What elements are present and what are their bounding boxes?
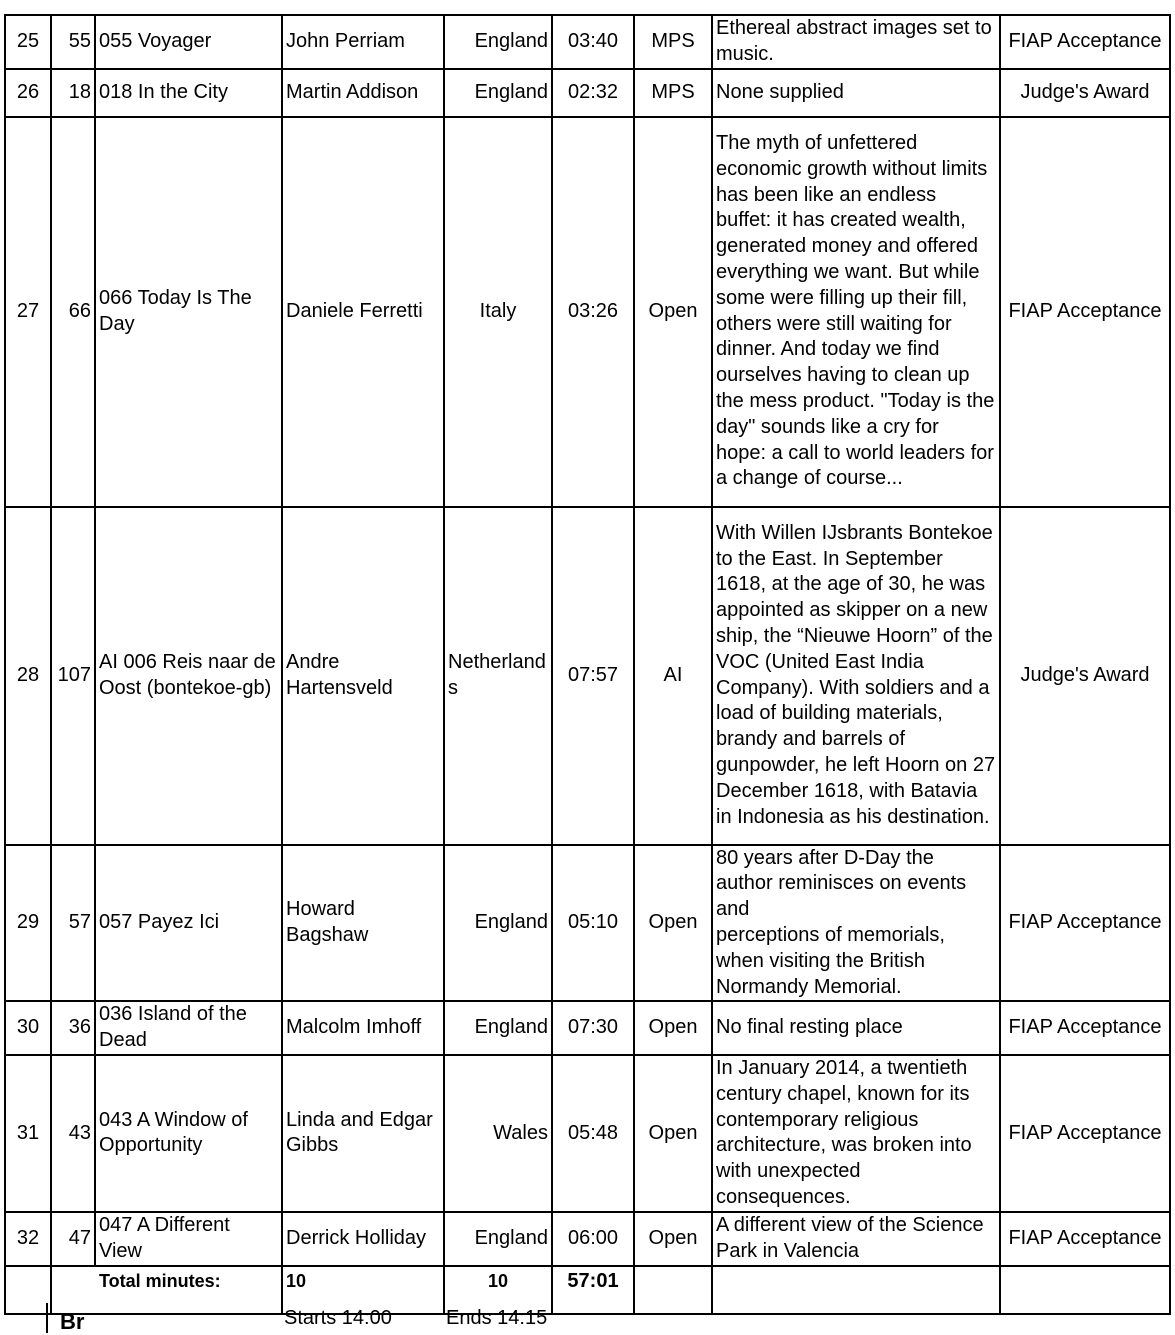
totals-blank-cell (5, 1266, 51, 1314)
entry-award: Judge's Award (1000, 507, 1170, 845)
entry-description: A different view of the Science Park in Valencia (712, 1212, 1000, 1266)
entry-description: Ethereal abstract images set to music. (712, 15, 1000, 69)
entry-award: FIAP Acceptance (1000, 1001, 1170, 1055)
total-authors-count: 10 (282, 1266, 444, 1314)
entry-section: Open (634, 1055, 712, 1212)
entry-section: MPS (634, 15, 712, 69)
entry-country: England (444, 1001, 552, 1055)
entry-description: The myth of unfettered economic growth without limits has been like an endless buffet: it has created wealth, generated money and offered everything we want. But while some were filling up their fill, others were still waiting for dinner. And today we find ourselves having to clean up the mess product. "Today is the day" sounds like a cry for hope: a call to world leaders for a change of course... (712, 117, 1000, 507)
total-countries-count: 10 (444, 1266, 552, 1314)
entry-time: 05:48 (552, 1055, 634, 1212)
table-row (5, 1055, 1170, 1212)
table-row (5, 1212, 1170, 1266)
entry-number: 32 (5, 1212, 51, 1266)
entry-author: Linda and Edgar Gibbs (282, 1055, 444, 1212)
entry-time: 03:26 (552, 117, 634, 507)
entry-time: 07:57 (552, 507, 634, 845)
entry-author: Martin Addison (282, 69, 444, 117)
entry-time: 05:10 (552, 845, 634, 1002)
sequence-number: 107 (51, 507, 95, 845)
entry-author: Daniele Ferretti (282, 117, 444, 507)
schedule-table (4, 14, 1171, 1315)
entry-number: 31 (5, 1055, 51, 1212)
entry-description: In January 2014, a twentieth century chapel, known for its contemporary religious architecture, was broken into with unexpected consequences. (712, 1055, 1000, 1212)
entry-section: Open (634, 1212, 712, 1266)
total-minutes-label: Total minutes: (51, 1266, 282, 1314)
entry-title: 055 Voyager (95, 15, 282, 69)
entry-number: 25 (5, 15, 51, 69)
entry-country: England (444, 69, 552, 117)
entry-author: Malcolm Imhoff (282, 1001, 444, 1055)
entry-description: With Willen IJsbrants Bontekoe to the East. In September 1618, at the age of 30, he was appointed as skipper on a new ship, the “Nieuwe Hoorn” of the VOC (United East India Company). With soldiers and a load of building materials, brandy and barrels of gunpowder, he left Hoorn on 27 December 1618, with Batavia in Indonesia as his destination. (712, 507, 1000, 845)
entry-title: AI 006 Reis naar de Oost (bontekoe-gb) (95, 507, 282, 845)
sequence-number: 43 (51, 1055, 95, 1212)
sequence-number: 57 (51, 845, 95, 1002)
break-start-time: Starts 14:00 (284, 1307, 392, 1329)
entry-description: No final resting place (712, 1001, 1000, 1055)
entry-section: AI (634, 507, 712, 845)
entry-country: Netherland s (444, 507, 552, 845)
entry-author: John Perriam (282, 15, 444, 69)
sequence-number: 55 (51, 15, 95, 69)
table-row (5, 117, 1170, 507)
sequence-number: 18 (51, 69, 95, 117)
entry-time: 07:30 (552, 1001, 634, 1055)
table-row (5, 1001, 1170, 1055)
entry-title: 047 A Different View (95, 1212, 282, 1266)
entry-award: FIAP Acceptance (1000, 845, 1170, 1002)
break-marker: Br (60, 1309, 85, 1334)
entry-number: 29 (5, 845, 51, 1002)
entry-number: 26 (5, 69, 51, 117)
entry-title: 066 Today Is The Day (95, 117, 282, 507)
entry-award: FIAP Acceptance (1000, 1055, 1170, 1212)
entry-award: FIAP Acceptance (1000, 1212, 1170, 1266)
entry-number: 30 (5, 1001, 51, 1055)
entry-time: 06:00 (552, 1212, 634, 1266)
entry-award: FIAP Acceptance (1000, 15, 1170, 69)
entry-title: 036 Island of the Dead (95, 1001, 282, 1055)
entry-title: 043 A Window of Opportunity (95, 1055, 282, 1212)
entry-section: Open (634, 845, 712, 1002)
entry-award: FIAP Acceptance (1000, 117, 1170, 507)
entry-author: Andre Hartensveld (282, 507, 444, 845)
sequence-number: 66 (51, 117, 95, 507)
entry-title: 057 Payez Ici (95, 845, 282, 1002)
entry-title: 018 In the City (95, 69, 282, 117)
entry-time: 03:40 (552, 15, 634, 69)
entry-country: Wales (444, 1055, 552, 1212)
entry-country: England (444, 845, 552, 1002)
table-row (5, 15, 1170, 69)
entry-description: 80 years after D-Day the author reminisces on events and perceptions of memorials, when visiting the British Normandy Memorial. (712, 845, 1000, 1002)
break-end-time: Ends 14:15 (446, 1307, 548, 1329)
table-row (5, 69, 1170, 117)
sequence-number: 36 (51, 1001, 95, 1055)
entry-author: Derrick Holliday (282, 1212, 444, 1266)
entry-description: None supplied (712, 69, 1000, 117)
entry-time: 02:32 (552, 69, 634, 117)
sequence-number: 47 (51, 1212, 95, 1266)
break-footer (46, 1303, 1172, 1333)
table-row (5, 507, 1170, 845)
entry-country: England (444, 1212, 552, 1266)
entry-section: Open (634, 117, 712, 507)
entry-country: England (444, 15, 552, 69)
entry-number: 27 (5, 117, 51, 507)
entry-author: Howard Bagshaw (282, 845, 444, 1002)
entry-country: Italy (444, 117, 552, 507)
entry-section: Open (634, 1001, 712, 1055)
total-running-time: 57:01 (552, 1266, 634, 1314)
entry-number: 28 (5, 507, 51, 845)
entry-section: MPS (634, 69, 712, 117)
entry-award: Judge's Award (1000, 69, 1170, 117)
table-row (5, 845, 1170, 1002)
